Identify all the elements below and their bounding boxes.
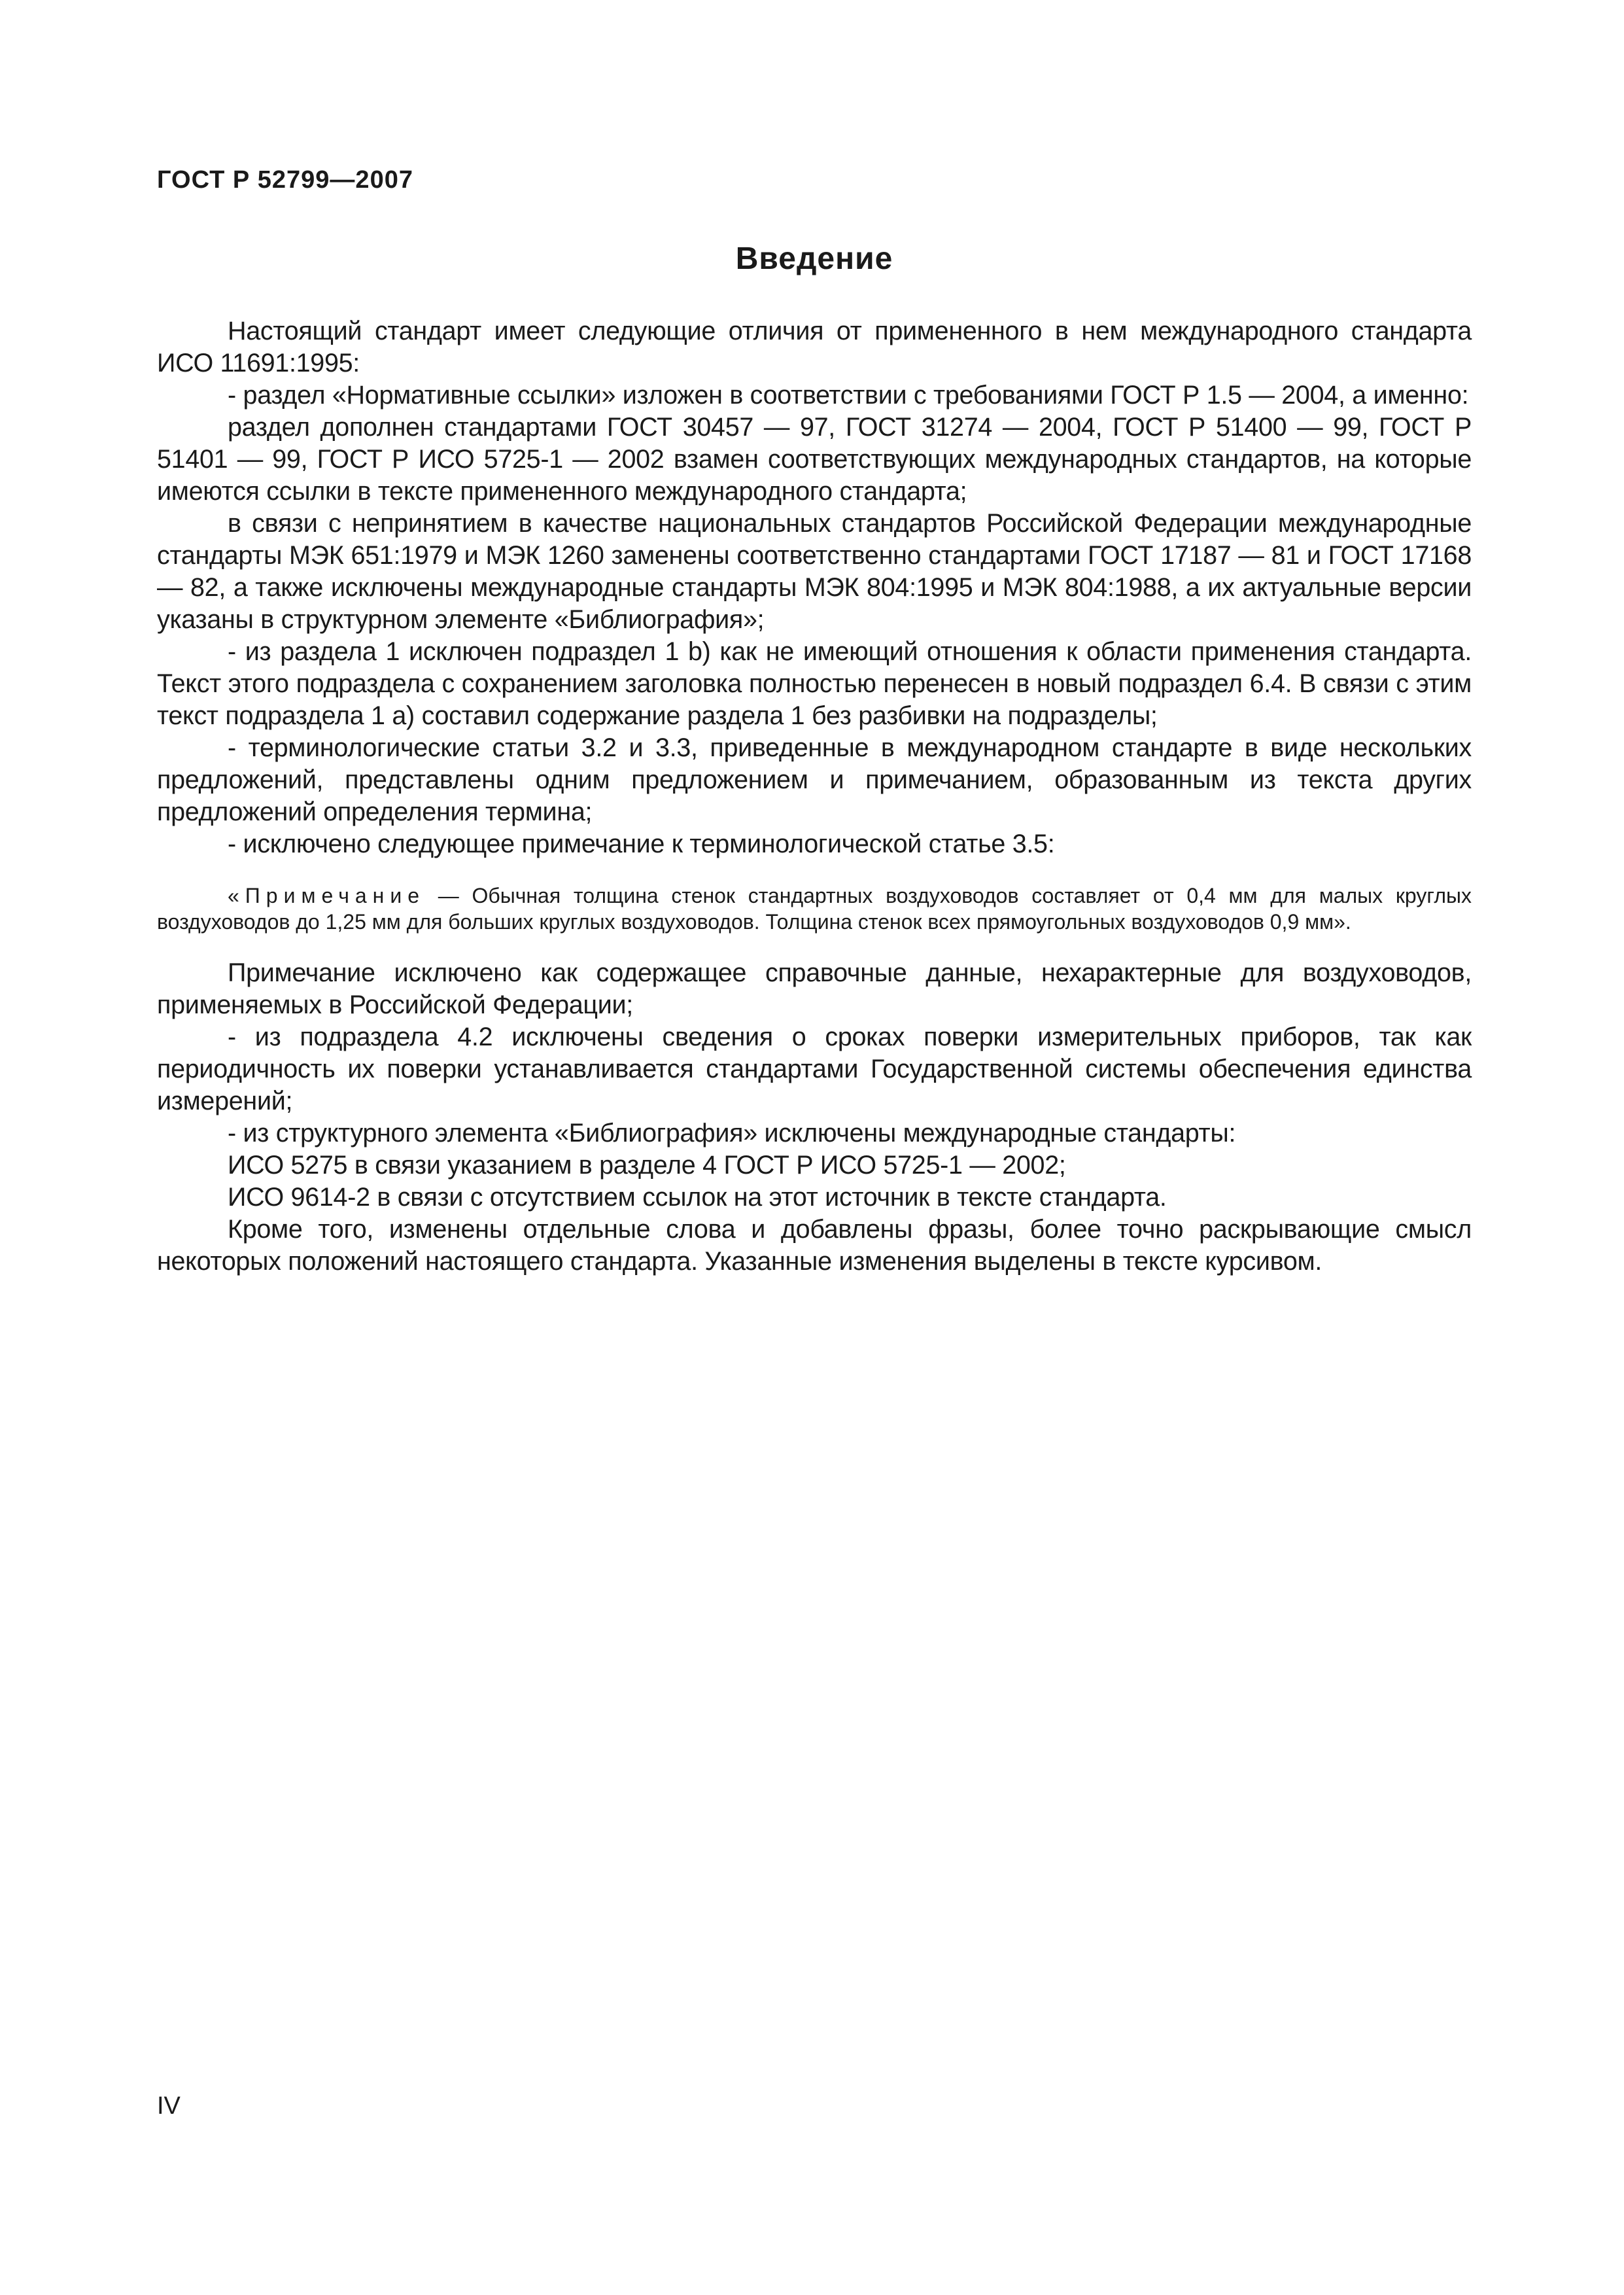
paragraph: - исключено следующее примечание к терминологической статье 3.5: [228, 830, 1055, 858]
paragraph: - терминологические статьи 3.2 и 3.3, приведенные в международном стандарте в виде нескольких предложений, представлены одним предложением и примечанием, образованным из текста других предложений определения термина; [157, 733, 1472, 826]
paragraph: - из раздела 1 исключен подраздел 1 b) как не имеющий отношения к области применения стандарта. Текст этого подраздела с сохранением заголовка полностью перенесен в новый подраздел 6.4. В связи с этим текст подраздела 1 а) составил содержание раздела 1 без разбивки на подразделы; [157, 637, 1472, 730]
document-code: ГОСТ Р 52799—2007 [157, 166, 413, 194]
paragraph: раздел дополнен стандартами ГОСТ 30457 — 97, ГОСТ 31274 — 2004, ГОСТ Р 51400 — 99, ГОСТ Р 51401 — 99, ГОСТ Р ИСО 5725-1 — 2002 взамен соответствующих международных стандартов, на которые имеются ссылки в тексте примененного международного стандарта; [157, 413, 1472, 506]
note-block [157, 883, 1472, 935]
paragraph: ИСО 9614-2 в связи с отсутствием ссылок на этот источник в тексте стандарта. [228, 1183, 1167, 1212]
paragraph: в связи с непринятием в качестве национальных стандартов Российской Федерации международные стандарты МЭК 651:1979 и МЭК 1260 заменены соответственно стандартами ГОСТ 17187 — 81 и ГОСТ 17168 — 82, а также исключены международные стандарты МЭК 804:1995 и МЭК 804:1988, а их актуальные версии указаны в структурном элементе «Библиография»; [157, 509, 1472, 634]
paragraph: - из подраздела 4.2 исключены сведения о сроках поверки измерительных приборов, так как периодичность их поверки устанавливается стандартами Государственной системы обеспечения единства измерений; [157, 1023, 1472, 1115]
note-text: — Обычная толщина стенок стандартных воздуховодов составляет от 0,4 мм для малых круглых воздуховодов до 1,25 мм для больших круглых воздуховодов. Толщина стенок всех прямоугольных воздуховодов 0,9 мм». [157, 884, 1472, 934]
page-number: IV [157, 2092, 181, 2120]
paragraph: Настоящий стандарт имеет следующие отличия от примененного в нем международного стандарта ИСО 11691:1995: [157, 317, 1472, 377]
paragraph: - раздел «Нормативные ссылки» изложен в соответствии с требованиями ГОСТ Р 1.5 — 2004, а именно: [228, 381, 1469, 410]
paragraph: ИСО 5275 в связи указанием в разделе 4 ГОСТ Р ИСО 5725-1 — 2002; [228, 1151, 1066, 1180]
paragraph: Примечание исключено как содержащее справочные данные, нехарактерные для воздуховодов, применяемых в Российской Федерации; [157, 958, 1472, 1019]
paragraph: Кроме того, изменены отдельные слова и добавлены фразы, более точно раскрывающие смысл некоторых положений настоящего стандарта. Указанные изменения выделены в тексте курсивом. [157, 1215, 1472, 1276]
note-label: «Примечание [228, 884, 426, 907]
section-title: Введение [735, 241, 893, 276]
paragraph: - из структурного элемента «Библиография» исключены международные стандарты: [228, 1119, 1236, 1148]
body-text [157, 315, 1472, 1278]
